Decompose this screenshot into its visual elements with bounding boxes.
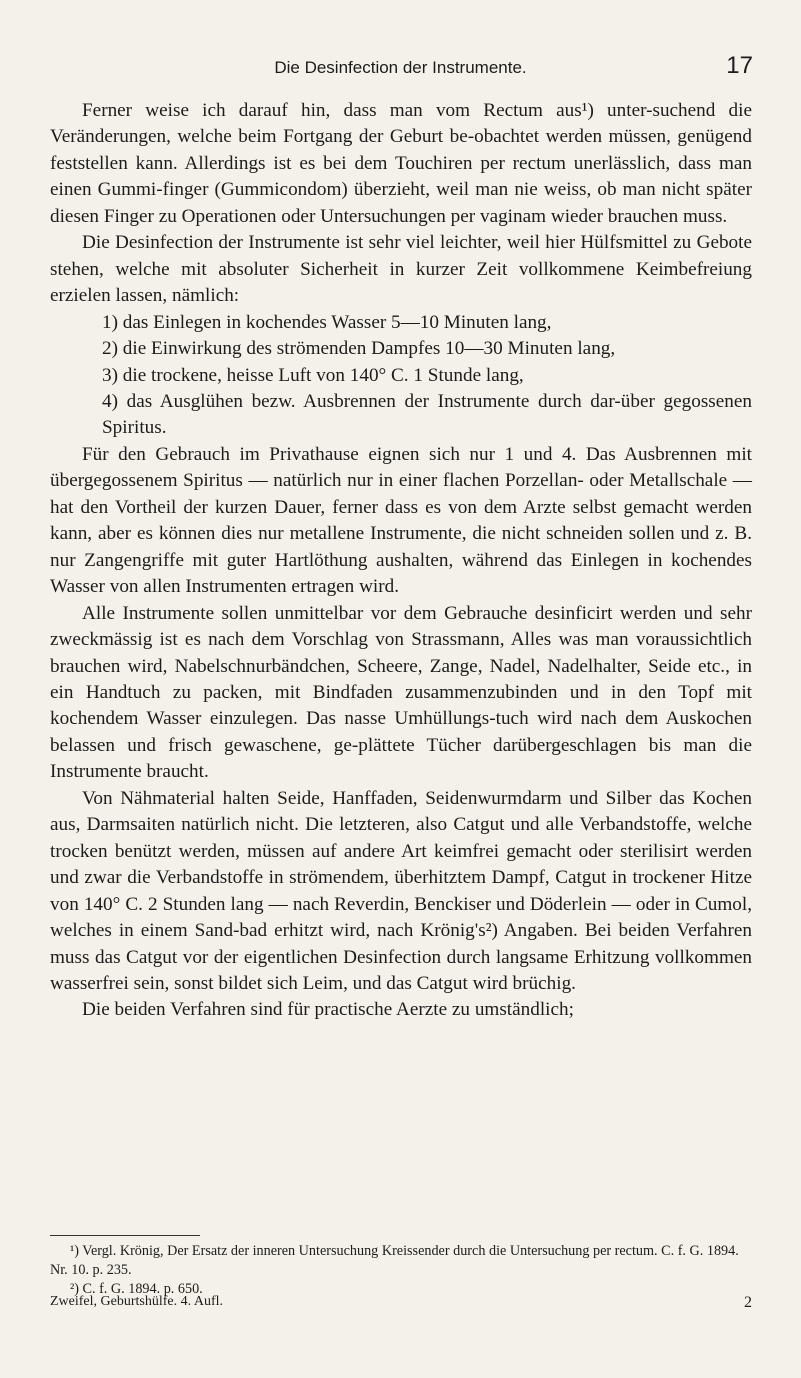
list-item: 1) das Einlegen in kochendes Wasser 5—10 Minuten lang, (102, 311, 552, 333)
page-header (48, 52, 753, 82)
paragraph: Für den Gebrauch im Privathause eignen sich nur 1 und 4. Das Ausbrennen mit übergegossenem Spiritus — natürlich nur in einer flachen Porzellan- oder Metallschale — hat den Vortheil der kurzen Dauer, ferner dass es von dem Arzte selbst gemacht werden kann, aber es können dies nur metallene Instrumente, die nicht schneiden sollen und z. B. nur Zangengriffe mit guter Hartlöthung aushalten, während das Einlegen in kochendes Wasser von allen Instrumenten ertragen wird. (50, 443, 752, 598)
paragraph: Ferner weise ich darauf hin, dass man vom Rectum aus¹) unter-suchend die Veränderungen, welche beim Fortgang der Geburt be-obachtet werden müssen, genügend feststellen kann. Allerdings ist es bei dem Touchiren per rectum unerlässlich, dass man einen Gummi-finger (Gummicondom) überzieht, weil man nie weiss, ob man nicht später diesen Finger zu Operationen oder Untersuchungen per vaginam wieder brauchen muss. (50, 100, 752, 227)
footnote-rule (50, 1235, 200, 1236)
method-list (50, 310, 752, 442)
paragraph: Die beiden Verfahren sind für practische Aerzte zu umständlich; (82, 999, 574, 1021)
list-item: 4) das Ausglühen bezw. Ausbrennen der Instrumente durch dar-über gegossenen Spiritus. (102, 390, 752, 439)
paragraph: Die Desinfection der Instrumente ist sehr viel leichter, weil hier Hülfsmittel zu Gebote stehen, welche mit absoluter Sicherheit in kurzer Zeit vollkommene Keimbefreiung erzielen lassen, nämlich: (50, 232, 752, 307)
main-text (50, 98, 752, 1024)
paragraph: Alle Instrumente sollen unmittelbar vor dem Gebrauche desinficirt werden und sehr zweckmässig ist es nach dem Vorschlag von Strassmann, Alles was man voraussichtlich brauchen wird, Nabelschnurbändchen, Scheere, Zange, Nadel, Nadelhalter, Seide etc., in ein Handtuch zu packen, mit Bindfaden zusammenzubinden und in den Topf mit kochendem Wasser einzulegen. Das nasse Umhüllungs-tuch wird nach dem Auskochen belassen und frisch gewaschene, ge-plättete Tücher darübergeschlagen bis man die Instrumente braucht. (50, 602, 752, 783)
paragraph: Von Nähmaterial halten Seide, Hanffaden, Seidenwurmdarm und Silber das Kochen aus, Darmsaiten natürlich nicht. Die letzteren, also Catgut und alle Verbandstoffe, welche trocken benützt werden, müssen auf andere Art keimfrei gemacht oder sterilisirt werden und zwar die Verbandstoffe in strömendem, überhitztem Dampf, Catgut in trockener Hitze von 140° C. 2 Stunden lang — nach Reverdin, Benckiser und Döderlein — oder in Cumol, welches in einem Sand-bad erhitzt wird, nach Krönig's²) Angaben. Bei beiden Verfahren muss das Catgut vor der eigentlichen Desinfection durch langsame Erhitzung vollkommen wasserfrei sein, sonst bildet sich Leim, und das Catgut wird brüchig. (50, 787, 752, 994)
running-title: Die Desinfection der Instrumente. (274, 58, 527, 77)
footnotes (50, 1235, 752, 1299)
sheet-number: 2 (744, 1294, 752, 1311)
signature-text: Zweifel, Geburtshülfe. 4. Aufl. (50, 1294, 224, 1309)
footnote: ¹) Vergl. Krönig, Der Ersatz der inneren Untersuchung Kreissender durch die Untersuchung per rectum. C. f. G. 1894. Nr. 10. p. 235. (50, 1243, 739, 1278)
page-number: 17 (726, 52, 753, 79)
printer-signature (50, 1294, 752, 1310)
list-item: 3) die trockene, heisse Luft von 140° C. 1 Stunde lang, (102, 364, 524, 386)
list-item: 2) die Einwirkung des strömenden Dampfes 10—30 Minuten lang, (102, 338, 616, 360)
footnote: ²) C. f. G. 1894. p. 650. (70, 1281, 203, 1297)
